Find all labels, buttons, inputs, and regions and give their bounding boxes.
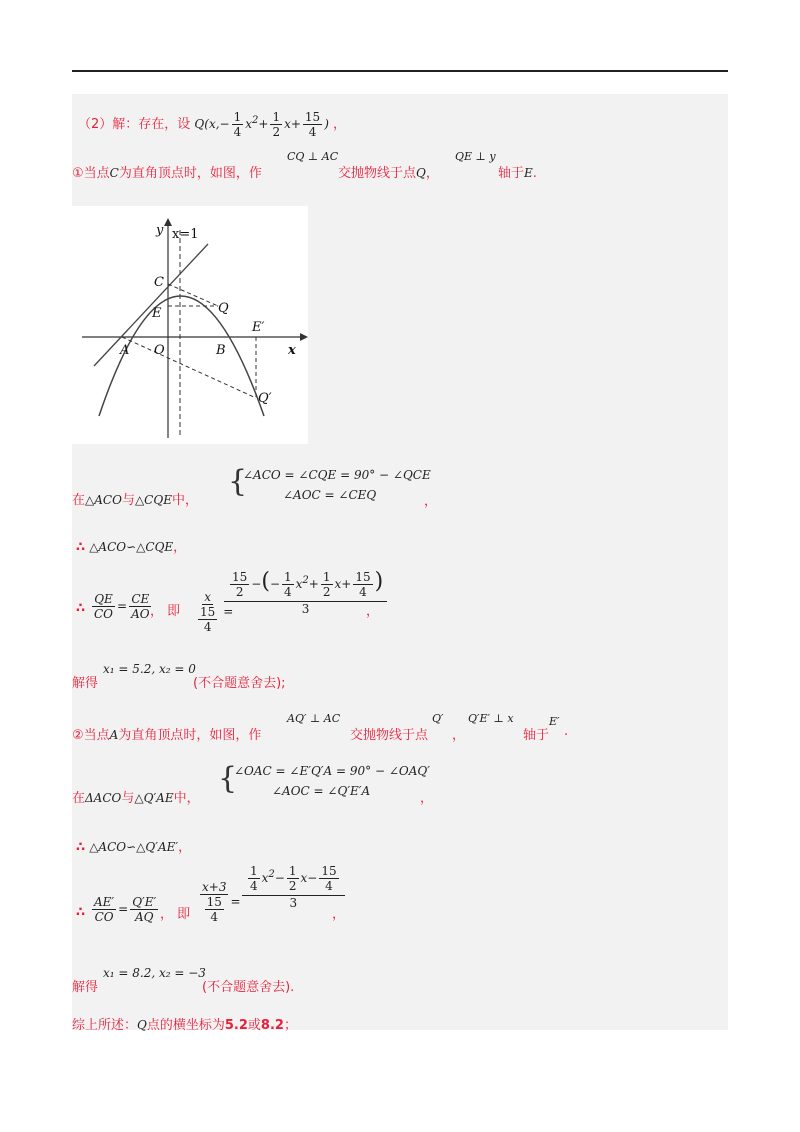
summary-line	[72, 1014, 297, 1033]
sol2-prefix: 解得	[72, 980, 99, 995]
parabola-figure	[72, 206, 308, 444]
case1-line-b	[338, 162, 439, 181]
intro-suffix: ，	[333, 117, 347, 132]
step5-end: ，	[178, 840, 192, 855]
step6-lhs-den	[201, 895, 228, 924]
step6-f2-den: AQ	[134, 910, 154, 924]
fig-label-x: x	[288, 343, 296, 358]
case1-cond1: CQ ⊥ AC	[287, 150, 339, 163]
summary-a: 综上所述：	[72, 1018, 138, 1033]
step5-line	[76, 836, 191, 855]
case1-point-c: C	[109, 166, 119, 180]
step4-intro	[72, 787, 200, 806]
step1-brace: {	[228, 464, 248, 499]
case1-cond2: QE ⊥ y	[455, 150, 496, 163]
fig-label-o: O	[154, 343, 165, 358]
step4-eq2: ∠AOC = ∠Q′E′A	[272, 784, 371, 798]
step6-ratio: $\frac{AE'}{CO}$ = $\frac{Q'E'}{AQ}$	[94, 895, 157, 924]
step6-lhs: $\frac{x+3}{\frac{15}{4}}$ =	[202, 880, 241, 924]
case2-text-a: ②当点	[72, 728, 110, 743]
step1-intro	[72, 489, 198, 508]
step3-ratio: $\frac{QE}{CO}$ = $\frac{CE}{AO}$	[94, 592, 150, 621]
summary-c: 点的横坐标为	[146, 1018, 225, 1033]
sol1-note: (不合题意舍去);	[193, 676, 286, 691]
fig-label-y: y	[156, 223, 164, 238]
step3-therefore	[76, 601, 85, 616]
step6-f1-den: CO	[94, 910, 114, 924]
step2-similar: △ACO∽△CQE	[89, 540, 174, 554]
fig-label-q: Q	[218, 301, 229, 316]
fig-label-x1: x=1	[172, 227, 199, 242]
fig-label-c: C	[154, 275, 164, 290]
case2-text-g: 轴于	[523, 728, 550, 743]
step4-tri1: ΔACO	[85, 791, 122, 805]
summary-e: 或	[247, 1018, 261, 1033]
case2-point-e-prime: E′	[549, 715, 560, 728]
case2-text-c: 为直角顶点时，如图，作	[118, 728, 262, 743]
step6-f2-num: Q′E′	[132, 895, 157, 909]
step3-therefore-sign: ∴	[76, 601, 86, 616]
case1-text-f: ，	[425, 166, 439, 181]
case1-text-a: ①当点	[72, 166, 110, 181]
step6-end: ，	[332, 907, 346, 922]
sol1-prefix: 解得	[72, 676, 99, 691]
case2-text-d: 交抛物线于点	[350, 728, 429, 743]
case2-line	[72, 724, 261, 743]
q-expression: Q(x,− $\frac{1}{4}$ $x^2+$ $\frac{1}{2}$ x+ $\frac{15}{4}$ )	[194, 110, 329, 139]
case1-text-c: 为直角顶点时，如图，作	[118, 166, 262, 181]
step3-lhs-den-num: 15	[200, 605, 216, 619]
sol1-math: x₁ = 5.2, x₂ = 0	[103, 662, 196, 676]
case2-point-q-prime: Q′	[432, 712, 444, 725]
fig-label-e-prime: E′	[252, 320, 265, 335]
step1-mid: 中，	[171, 493, 198, 508]
step4-eq1: ∠OAC = ∠E′Q′A = 90° − ∠OAQ′	[234, 764, 430, 778]
case2-point-a: A	[109, 728, 119, 742]
summary-value-1: 5.2	[224, 1018, 248, 1033]
case2-cond1: AQ′ ⊥ AC	[287, 712, 341, 725]
step3-rhs	[222, 568, 389, 616]
step3-f1-den: CO	[94, 607, 114, 621]
case1-line	[72, 162, 262, 181]
step3-lhs-den	[194, 605, 221, 634]
summary-point-q: Q	[137, 1018, 147, 1032]
step5-similar: △ACO∽△Q′AE′	[89, 840, 179, 854]
case1-point-q: Q	[416, 166, 426, 180]
step3-lhs-num: x	[204, 590, 212, 604]
step3-f1-num: QE	[94, 592, 113, 606]
step2-therefore: ∴	[76, 540, 86, 555]
case1-line-c	[498, 162, 537, 181]
intro-line	[78, 110, 346, 139]
summary-g: ；	[283, 1018, 297, 1033]
sol2-math: x₁ = 8.2, x₂ = −3	[103, 966, 206, 980]
intro-prefix: （2）解：存在，设	[78, 117, 191, 132]
step2-end: ，	[173, 540, 187, 555]
step1-end: ，	[424, 494, 438, 509]
step3-rhs-num: $\frac{15}{2}$ −(− $\frac{1}{4}$ $x^2+$ $\frac{1}{2}$ x+ $\frac{15}{4}$ )	[224, 568, 387, 602]
step6-rhs	[240, 862, 347, 910]
step3-end: ，	[366, 604, 380, 619]
step1-in: 在	[72, 493, 86, 508]
step4-in: 在	[72, 791, 86, 806]
step6-f1-num: AE′	[94, 895, 115, 909]
step4-with: 与	[121, 791, 135, 806]
step4-end: ，	[420, 791, 434, 806]
step3-f2-den: AO	[131, 607, 150, 621]
step1-tri2: △CQE	[134, 493, 172, 507]
case2-text-f: ，	[452, 728, 466, 743]
case2-line-b	[350, 724, 428, 743]
step6-therefore-sign: ∴	[76, 905, 86, 920]
step4-tri2: △Q′AE	[134, 791, 174, 805]
case2-text-i: .	[564, 724, 569, 739]
step4-mid: 中，	[173, 791, 200, 806]
fig-label-q-prime: Q′	[258, 391, 272, 406]
step6-rhs-den: 3	[289, 896, 298, 910]
step6-lhs-den-den: 4	[210, 910, 219, 924]
step3-f2-num: CE	[131, 592, 150, 606]
case2-cond2: Q′E′ ⊥ x	[468, 712, 514, 725]
fig-label-b: B	[216, 343, 226, 358]
step2-line	[76, 536, 186, 555]
step6-lhs-den-num: 15	[206, 895, 222, 909]
case1-text-d: 交抛物线于点	[338, 166, 417, 181]
step1-tri1: △ACO	[85, 493, 122, 507]
step3-lhs-den-den: 4	[203, 620, 212, 634]
case1-point-e: E	[524, 166, 533, 180]
step4-brace: {	[218, 761, 238, 796]
fig-label-e: E	[152, 306, 162, 321]
case1-text-g: 轴于	[498, 166, 525, 181]
step6-lhs-num: x+3	[202, 880, 227, 894]
step3-ji: ， 即	[150, 604, 181, 619]
step1-with: 与	[121, 493, 135, 508]
step3-rhs-den: 3	[301, 602, 310, 616]
summary-value-2: 8.2	[260, 1018, 284, 1033]
step5-therefore: ∴	[76, 840, 86, 855]
sol2-note: (不合题意舍去).	[202, 980, 295, 995]
fig-label-a: A	[120, 343, 130, 358]
step1-eq1: ∠ACO = ∠CQE = 90° − ∠QCE	[243, 468, 431, 482]
step6-rhs-num: $\frac{1}{4}$ $x^2-$ $\frac{1}{2}$ x− $\frac{15}{4}$	[242, 862, 345, 896]
step6-ji: ， 即	[160, 907, 191, 922]
step1-eq2: ∠AOC = ∠CEQ	[283, 488, 377, 502]
step6-therefore	[76, 905, 85, 920]
step3-lhs: $\frac{x}{\frac{15}{4}}$ =	[192, 590, 233, 634]
case1-text-i: .	[532, 166, 537, 181]
header-rule	[72, 70, 728, 72]
